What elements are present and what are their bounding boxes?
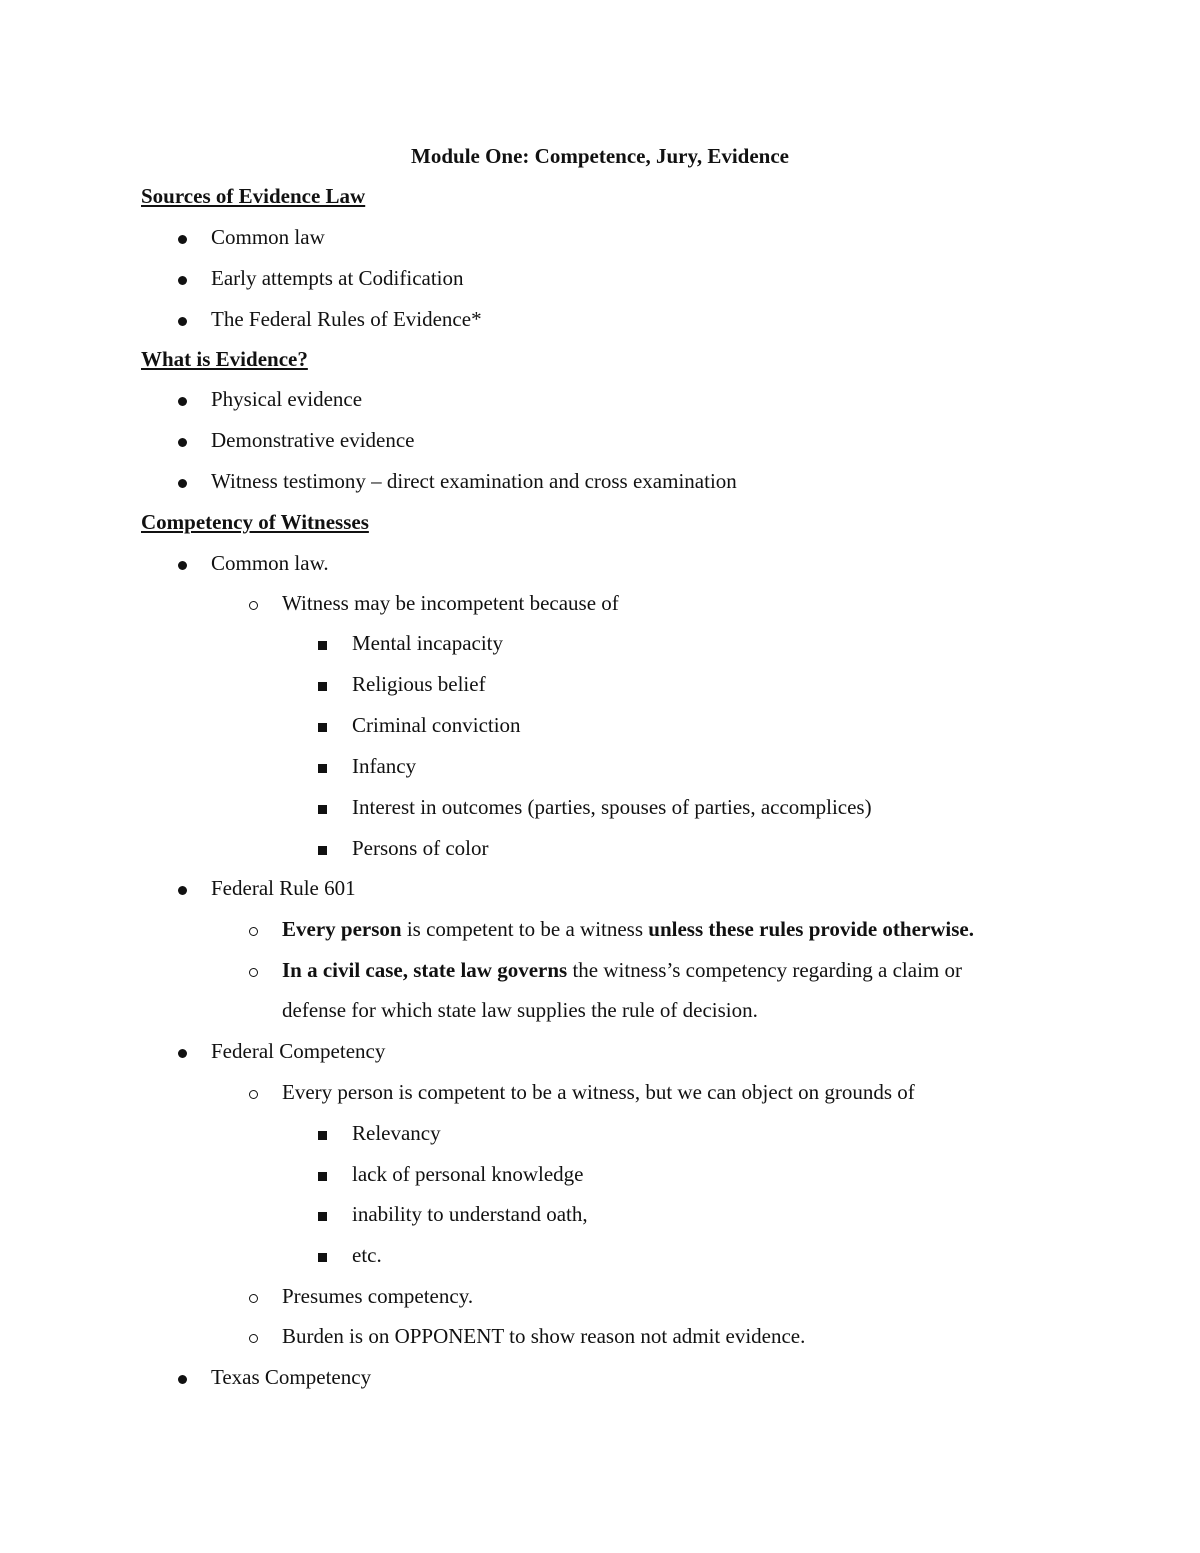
- bullet-disc-icon: [178, 235, 187, 244]
- bullet-square-icon: [318, 764, 327, 773]
- bullet-square-icon: [318, 805, 327, 814]
- bullet-square-icon: [318, 846, 327, 855]
- bullet-disc-icon: [178, 317, 187, 326]
- bullet-disc-icon: [178, 886, 187, 895]
- bullet-disc-icon: [178, 1049, 187, 1058]
- document-title: Module One: Competence, Jury, Evidence: [411, 144, 789, 168]
- document-page: Module One: Competence, Jury, Evidence Sources of Evidence Law Common law Early attempts at Codification The Federal Rules of Evidence* What is Evidence? Physical evidence Demonstrative evidence Witness testimony – direct examination and cross examination Competency of Witnesses Common law. Witness may be incompetent because of Mental incapacity Religious belief Criminal conviction Infancy Interest in outcomes (parties, spouses of parties, accomplices) Persons of color Federal Rule 601 Every person is competent to be a witness unless these rules provide otherwise. In a civil case, state law governs the witness’s competency regarding a claim or defense for which state law supplies the rule of decision. Federal Competency Every person is competent to be a witness, but we can object on grounds of Relevancy lack of personal knowledge inability to understand oath, etc. Presumes competency. Burden is on OPPONENT to show reason not admit evidence. Texas Competency: [0, 0, 1200, 1553]
- bullet-circle-icon: [249, 1294, 258, 1303]
- bullet-square-icon: [318, 1172, 327, 1181]
- bullet-disc-icon: [178, 1375, 187, 1384]
- bullet-square-icon: [318, 1131, 327, 1140]
- bullet-circle-icon: [249, 968, 258, 977]
- bullet-square-icon: [318, 682, 327, 691]
- bullet-square-icon: [318, 1253, 327, 1262]
- bullet-circle-icon: [249, 1090, 258, 1099]
- bullet-square-icon: [318, 641, 327, 650]
- bullet-square-icon: [318, 1212, 327, 1221]
- bullet-circle-icon: [249, 1334, 258, 1343]
- bullet-disc-icon: [178, 561, 187, 570]
- bullet-disc-icon: [178, 438, 187, 447]
- bullet-square-icon: [318, 723, 327, 732]
- rule-601-text: Every person is competent to be a witness unless these rules provide otherwise.: [282, 917, 974, 941]
- rule-601-civil-text: In a civil case, state law governs the witness’s competency regarding a claim or: [282, 958, 963, 982]
- bullet-circle-icon: [249, 601, 258, 610]
- bullet-disc-icon: [178, 397, 187, 406]
- bullet-disc-icon: [178, 479, 187, 488]
- bullet-disc-icon: [178, 276, 187, 285]
- bullet-circle-icon: [249, 927, 258, 936]
